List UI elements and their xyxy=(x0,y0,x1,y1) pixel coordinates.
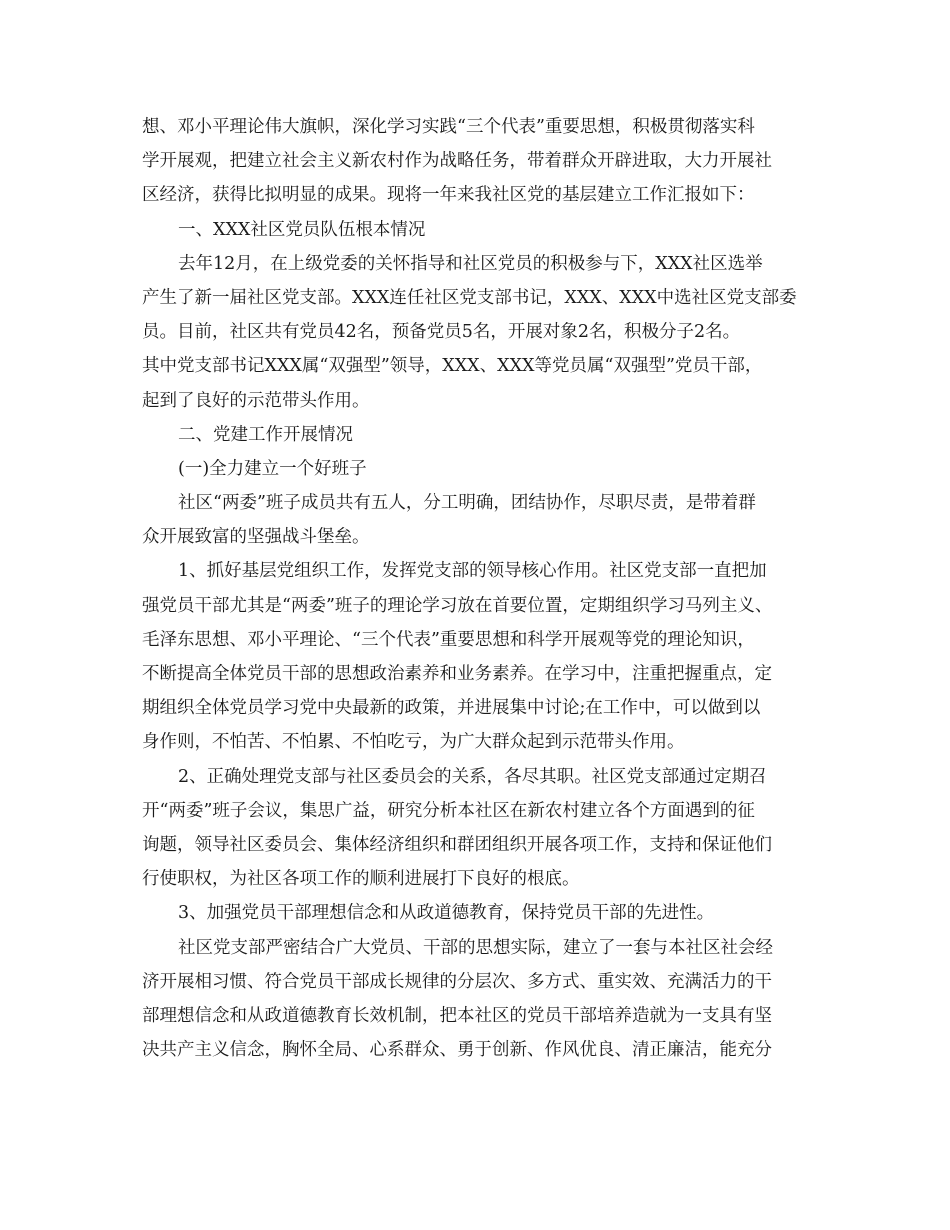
text-line: 期组织全体党员学习党中央最新的政策，并进展集中讨论;在工作中，可以做到以 xyxy=(142,698,761,719)
text-line: 社区党支部严密结合广大党员、干部的思想实际，建立了一套与本社区社会经 xyxy=(178,937,773,958)
text-line: 毛泽东思想、邓小平理论、“三个代表”重要思想和科学开展观等党的理论知识， xyxy=(142,629,755,650)
text-line: 二、党建工作开展情况 xyxy=(178,424,353,445)
text-line: 行使职权，为社区各项工作的顺利进展打下良好的根底。 xyxy=(142,869,580,890)
text-line: 社区“两委”班子成员共有五人，分工明确，团结协作，尽职尽责，是带着群 xyxy=(178,493,756,514)
text-line: 员。目前，社区共有党员42名，预备党员5名，开展对象2名，积极分子2名。 xyxy=(142,322,741,343)
text-line: 济开展相习惯、符合党员干部成长规律的分层次、多方式、重实效、充满活力的干 xyxy=(142,971,772,992)
text-line: 一、XXX社区党员队伍根本情况 xyxy=(178,219,426,240)
text-line: 部理想信念和从政道德教育长效机制，把本社区的党员干部培养造就为一支具有坚 xyxy=(142,1005,772,1026)
text-line: 强党员干部尤其是“两委”班子的理论学习放在首要位置，定期组织学习马列主义、 xyxy=(142,595,773,616)
text-line: 众开展致富的坚强战斗堡垒。 xyxy=(142,527,370,548)
text-line: 1、抓好基层党组织工作，发挥党支部的领导核心作用。社区党支部一直把加 xyxy=(178,561,767,582)
text-line: 开“两委”班子会议，集思广益，研究分析本社区在新农村建立各个方面遇到的征 xyxy=(142,800,755,821)
text-line: 决共产主义信念，胸怀全局、心系群众、勇于创新、作风优良、清正廉洁，能充分 xyxy=(142,1040,772,1061)
text-line: 区经济，获得比拟明显的成果。现将一年来我社区党的基层建立工作汇报如下： xyxy=(142,185,755,206)
text-line: 2、正确处理党支部与社区委员会的关系，各尽其职。社区党支部通过定期召 xyxy=(178,766,767,787)
text-line: 不断提高全体党员干部的思想政治素养和业务素养。在学习中，注重把握重点，定 xyxy=(142,664,772,684)
text-line: 3、加强党员干部理想信念和从政道德教育，保持党员干部的先进性。 xyxy=(178,903,715,924)
text-line: (一)全力建立一个好班子 xyxy=(178,458,367,479)
text-line: 学开展观，把建立社会主义新农村作为战略任务，带着群众开辟进取，大力开展社 xyxy=(142,151,772,172)
text-line: 想、邓小平理论伟大旗帜，深化学习实践“三个代表”重要思想，积极贯彻落实科 xyxy=(142,117,755,137)
text-line: 询题，领导社区委员会、集体经济组织和群团组织开展各项工作，支持和保证他们 xyxy=(142,834,772,855)
text-line: 其中党支部书记XXX属“双强型”领导，XXX、XXX等党员属“双强型”党员干部， xyxy=(142,356,763,377)
text-line: 产生了新一届社区党支部。XXX连任社区党支部书记，XXX、XXX中选社区党支部委 xyxy=(142,287,797,308)
text-line: 身作则，不怕苦、不怕累、不怕吃亏，为广大群众起到示范带头作用。 xyxy=(142,732,685,753)
text-line: 去年12月，在上级党委的关怀指导和社区党员的积极参与下，XXX社区选举 xyxy=(178,253,763,274)
text-line: 起到了良好的示范带头作用。 xyxy=(142,390,370,411)
document-body xyxy=(142,110,832,1067)
